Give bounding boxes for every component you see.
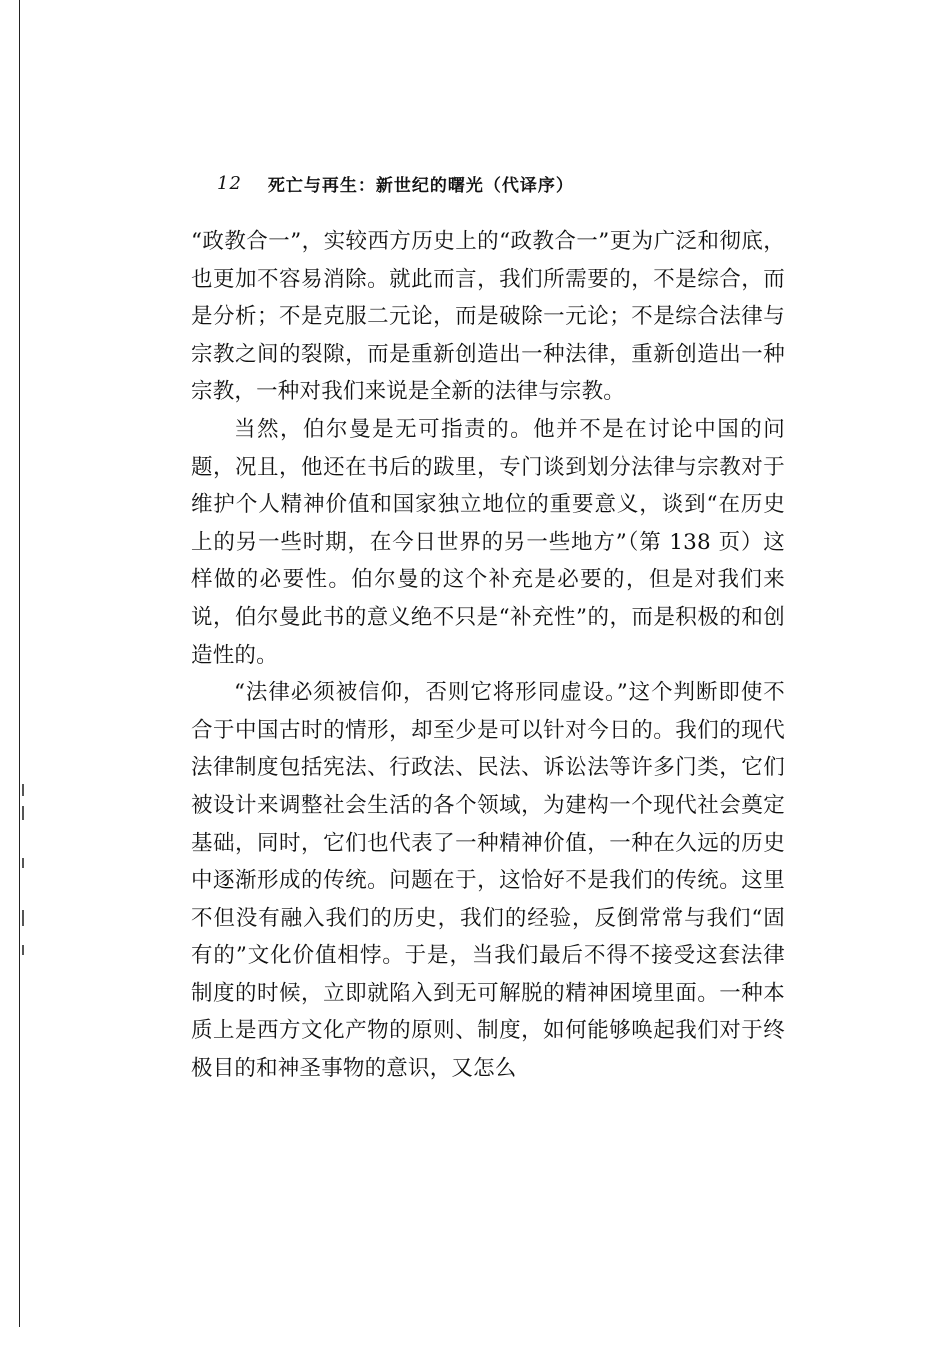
- page-margin-line: [19, 0, 20, 1327]
- scan-mark: [22, 858, 24, 868]
- paragraph: 当然，伯尔曼是无可指责的。他并不是在讨论中国的问题，况且，他还在书后的跋里，专门谈到划分法律与宗教对于维护个人精神价值和国家独立地位的重要意义，谈到“在历史上的另一些时期，在今日世界的另一些地方”（第 138 页）这样做的必要性。伯尔曼的这个补充是必要的，但是对我们来说，伯尔曼此书的意义绝不只是“补充性”的，而是积极的和创造性的。: [191, 416, 785, 668]
- body-text: [191, 223, 785, 1088]
- scan-mark: [22, 945, 24, 955]
- paragraph: “政教合一”，实较西方历史上的“政教合一”更为广泛和彻底，也更加不容易消除。就此而言，我们所需要的，不是综合，而是分析；不是克服二元论，而是破除一元论；不是综合法律与宗教之间的裂隙，而是重新创造出一种法律，重新创造出一种宗教，一种对我们来说是全新的法律与宗教。: [191, 229, 785, 405]
- page-number: 12: [217, 172, 242, 194]
- scan-mark: [22, 806, 24, 820]
- scan-mark: [22, 784, 24, 796]
- page-header: [217, 170, 797, 196]
- running-title: 死亡与再生：新世纪的曙光（代译序）: [267, 175, 574, 196]
- scan-mark: [22, 910, 24, 926]
- paragraph: “法律必须被信仰，否则它将形同虚设。”这个判断即使不合于中国古时的情形，却至少是可以针对今日的。我们的现代法律制度包括宪法、行政法、民法、诉讼法等许多门类，它们被设计来调整社会生活的各个领域，为建构一个现代社会奠定基础，同时，它们也代表了一种精神价值，一种在久远的历史中逐渐形成的传统。问题在于，这恰好不是我们的传统。这里不但没有融入我们的历史，我们的经验，反倒常常与我们“固有的”文化价值相悖。于是，当我们最后不得不接受这套法律制度的时候，立即就陷入到无可解脱的精神困境里面。一种本质上是西方文化产物的原则、制度，如何能够唤起我们对于终极目的和神圣事物的意识，又怎么: [191, 680, 785, 1082]
